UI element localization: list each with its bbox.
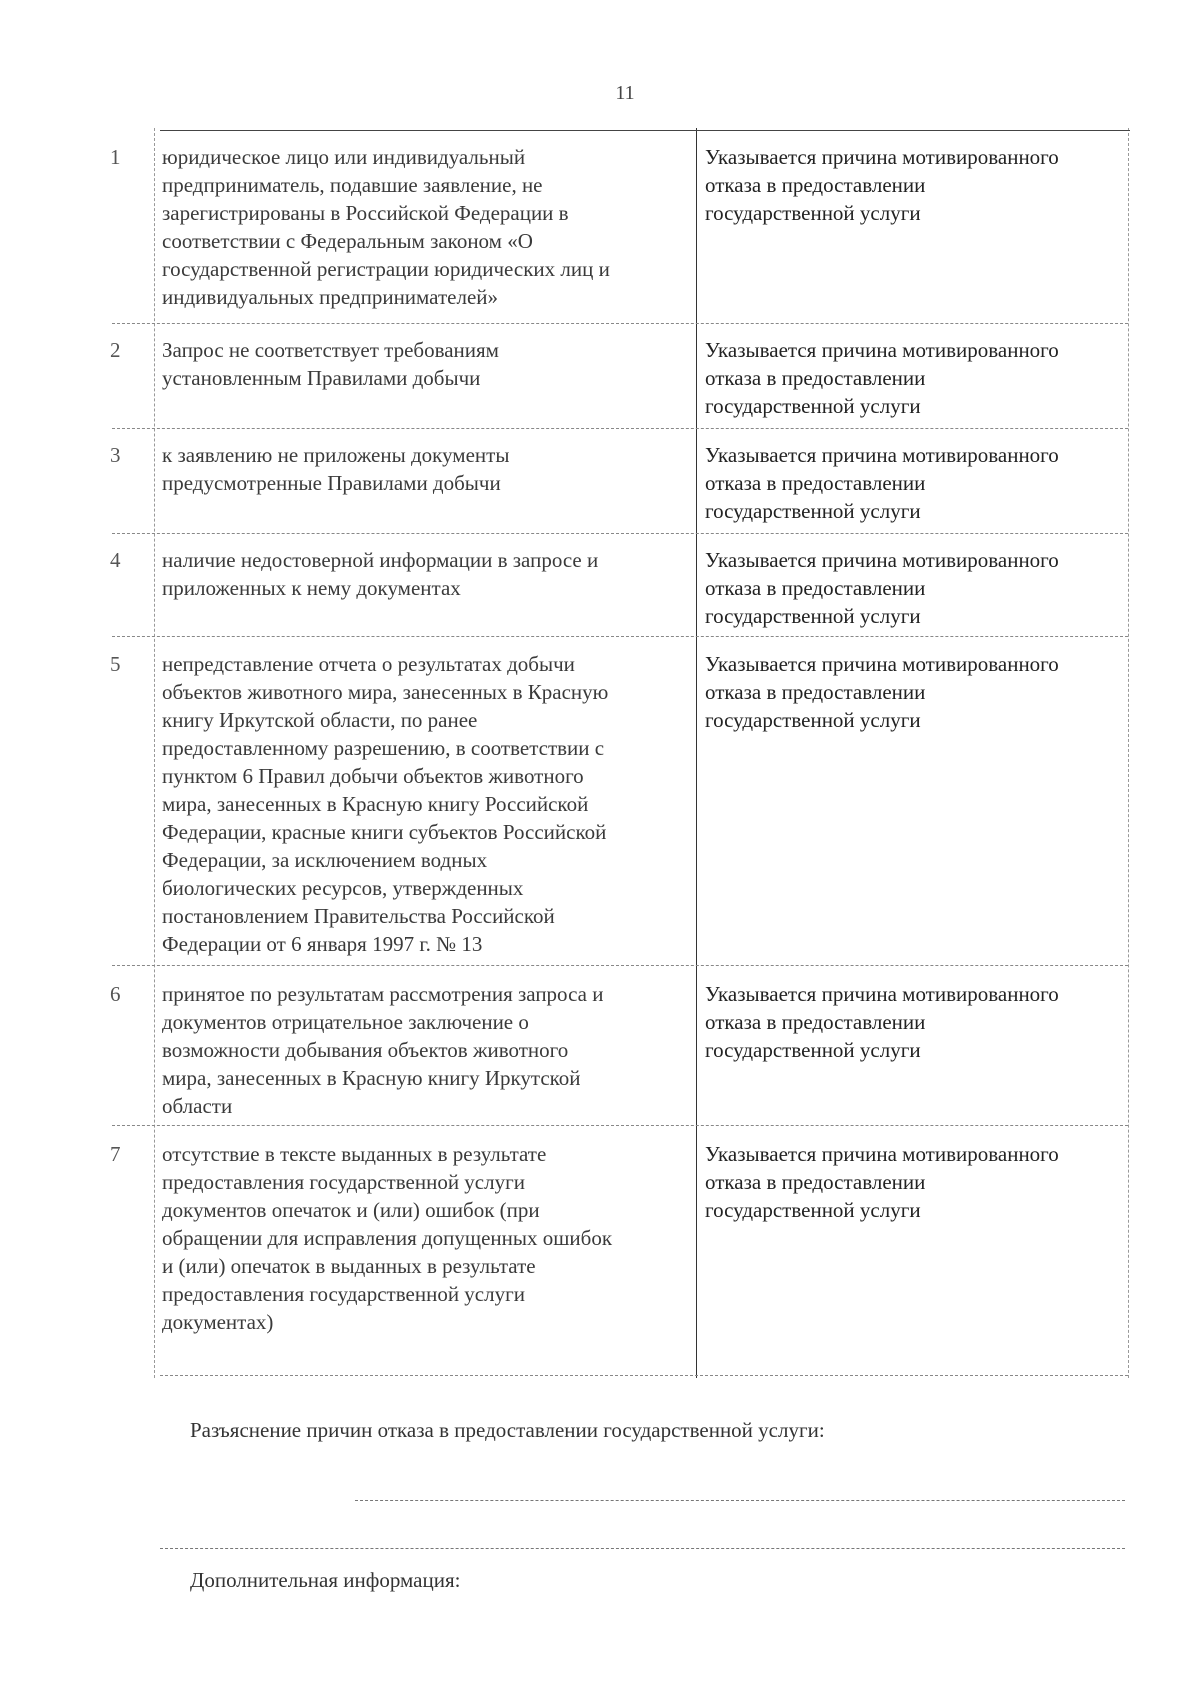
- table-top-border: [160, 130, 1130, 131]
- row-number: 2: [110, 338, 121, 362]
- row-separator: [112, 533, 1128, 534]
- table-left-border: [154, 128, 155, 1378]
- refusal-note: Указывается причина мотивированного отказа в предоставлении государственной услуги: [705, 338, 1059, 418]
- table-column-divider: [696, 128, 697, 1378]
- row-separator: [112, 1125, 1128, 1126]
- refusal-reason: принятое по результатам рассмотрения запроса и документов отрицательное заключение о возможности добывания объектов животного мира, занесенных в Красную книгу Иркутской области: [162, 982, 604, 1118]
- refusal-reason: отсутствие в тексте выданных в результате предоставления государственной услуги документов опечаток и (или) ошибок (при обращении для исправления допущенных ошибок и (или) опечаток в выданных в результате предоставления государственной услуги документах): [162, 1142, 613, 1334]
- refusal-note: Указывается причина мотивированного отказа в предоставлении государственной услуги: [705, 982, 1059, 1062]
- refusal-reason: Запрос не соответствует требованиям установленным Правилами добычи: [162, 338, 499, 390]
- refusal-reason: наличие недостоверной информации в запросе и приложенных к нему документах: [162, 548, 599, 600]
- row-separator: [112, 965, 1128, 966]
- refusal-note: Указывается причина мотивированного отказа в предоставлении государственной услуги: [705, 652, 1059, 732]
- explanation-label: Разъяснение причин отказа в предоставлении государственной услуги:: [190, 1418, 825, 1442]
- row-number: 4: [110, 548, 121, 572]
- table-bottom-border: [160, 1375, 1128, 1376]
- refusal-note: Указывается причина мотивированного отказа в предоставлении государственной услуги: [705, 548, 1059, 628]
- explanation-blank-line-2: [160, 1548, 1125, 1549]
- row-separator: [112, 636, 1128, 637]
- row-number: 5: [110, 652, 121, 676]
- refusal-reason: к заявлению не приложены документы предусмотренные Правилами добычи: [162, 443, 510, 495]
- row-number: 3: [110, 443, 121, 467]
- row-number: 1: [110, 145, 121, 169]
- row-separator: [112, 323, 1128, 324]
- refusal-reason: юридическое лицо или индивидуальный предприниматель, подавшие заявление, не зарегистрированы в Российской Федерации в соответствии с Федеральным законом «О государственной регистрации юридических лиц и индивидуальных предпринимателей»: [162, 145, 610, 309]
- refusal-note: Указывается причина мотивированного отказа в предоставлении государственной услуги: [705, 1142, 1059, 1222]
- refusal-note: Указывается причина мотивированного отказа в предоставлении государственной услуги: [705, 145, 1059, 225]
- page-number: 11: [615, 82, 635, 104]
- row-number: 6: [110, 982, 121, 1006]
- refusal-reason: непредставление отчета о результатах добычи объектов животного мира, занесенных в Красную книгу Иркутской области, по ранее предоставленному разрешению, в соответствии с пунктом 6 Правил добычи объектов животного мира, занесенных в Красную книгу Российской Федерации, красные книги субъектов Российской Федерации, за исключением водных биологических ресурсов, утвержденных постановлением Правительства Российской Федерации от 6 января 1997 г. № 13: [162, 652, 609, 956]
- row-separator: [112, 428, 1128, 429]
- row-number: 7: [110, 1142, 121, 1166]
- explanation-blank-line: [355, 1500, 1125, 1501]
- additional-info-label: Дополнительная информация:: [190, 1568, 461, 1592]
- refusal-note: Указывается причина мотивированного отказа в предоставлении государственной услуги: [705, 443, 1059, 523]
